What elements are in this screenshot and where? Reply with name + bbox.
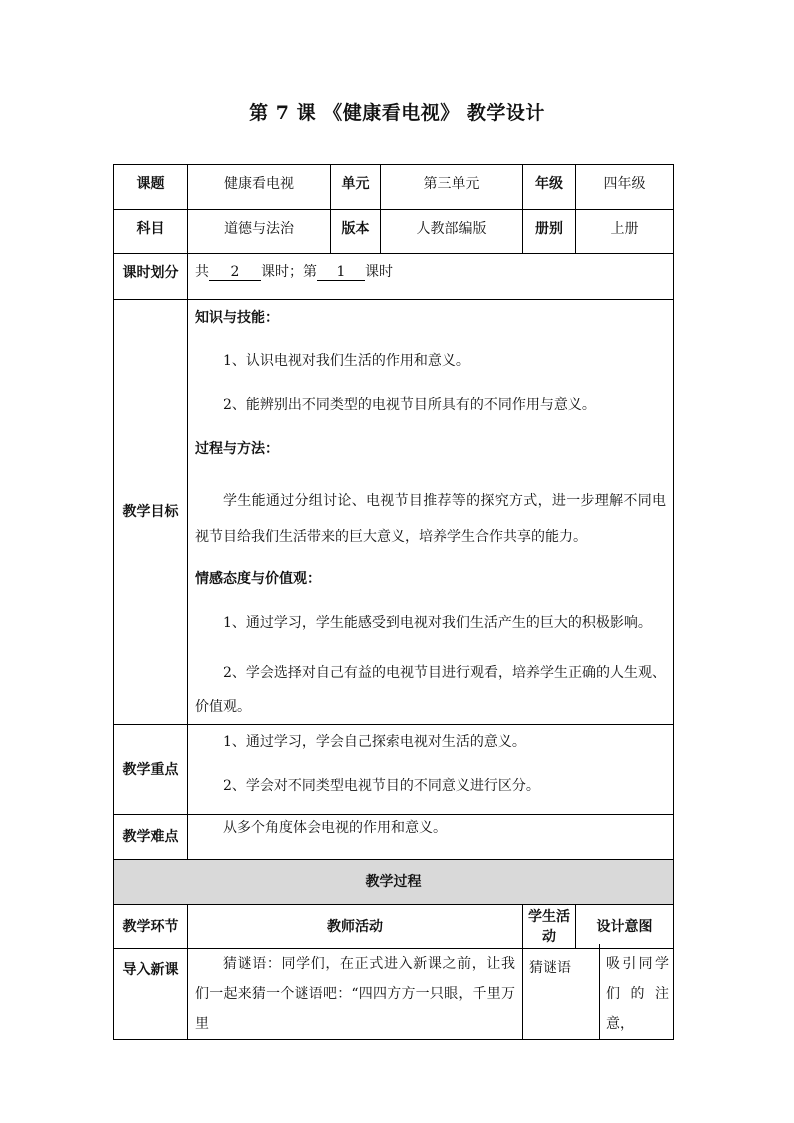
process-rows-table — [113, 944, 674, 1040]
intro-intent: 吸引同学们的注意， — [600, 944, 674, 1040]
info-row-1 — [114, 165, 674, 210]
period-suffix: 课时 — [365, 264, 393, 280]
volume-value: 上册 — [576, 210, 674, 254]
process-header-row — [114, 905, 674, 949]
key-points-row — [114, 725, 674, 815]
unit-label: 单元 — [331, 165, 381, 210]
knowledge-item-2: 2、能辨别出不同类型的电视节目所具有的不同作用与意义。 — [223, 397, 596, 413]
objectives-row — [114, 300, 674, 725]
process-heading: 过程与方法： — [195, 441, 279, 457]
subject-value: 道德与法治 — [188, 210, 331, 254]
objectives-label: 教学目标 — [114, 300, 188, 725]
period-current: 1 — [317, 264, 365, 281]
intro-stage: 导入新课 — [114, 944, 188, 1040]
attitude-item-1: 1、通过学习，学生能感受到电视对我们生活产生的巨大的积极影响。 — [223, 615, 652, 631]
period-label: 课时划分 — [114, 254, 188, 300]
info-row-2 — [114, 210, 674, 254]
period-row — [114, 254, 674, 300]
process-banner: 教学过程 — [114, 860, 674, 905]
key-point-1: 1、通过学习，学会自己探索电视对生活的意义。 — [223, 734, 526, 750]
period-total: 2 — [209, 264, 261, 281]
knowledge-heading: 知识与技能： — [195, 310, 279, 326]
period-mid: 课时；第 — [261, 264, 317, 280]
topic-value: 健康看电视 — [188, 165, 331, 210]
volume-label: 册别 — [523, 210, 576, 254]
process-banner-row — [114, 860, 674, 905]
grade-value: 四年级 — [576, 165, 674, 210]
intro-teacher-text: 猜谜语：同学们，在正式进入新课之前，让我们一起来猜一个谜语吧：“四四方方一只眼，千里万里 — [195, 956, 515, 1032]
intro-student: 猜谜语 — [523, 944, 600, 1040]
difficulty-text: 从多个角度体会电视的作用和意义。 — [223, 820, 447, 836]
attitude-item-2: 2、学会选择对自己有益的电视节目进行观看，培养学生正确的人生观、价值观。 — [195, 665, 666, 715]
lesson-plan-table — [113, 164, 674, 949]
key-points-content — [188, 725, 674, 815]
key-points-label: 教学重点 — [114, 725, 188, 815]
key-point-2: 2、学会对不同类型电视节目的不同意义进行区分。 — [223, 778, 540, 794]
difficulty-content — [188, 815, 674, 860]
process-row-intro — [114, 944, 674, 1040]
objectives-content — [188, 300, 674, 725]
col-teacher-header: 教师活动 — [188, 905, 523, 949]
difficulty-label: 教学难点 — [114, 815, 188, 860]
document-title: 第 7 课 《健康看电视》 教学设计 — [249, 102, 545, 124]
col-student-header: 学生活动 — [523, 905, 576, 949]
knowledge-item-1: 1、认识电视对我们生活的作用和意义。 — [223, 353, 470, 369]
period-prefix: 共 — [195, 264, 209, 280]
attitude-heading: 情感态度与价值观： — [195, 571, 321, 587]
unit-value: 第三单元 — [381, 165, 523, 210]
edition-label: 版本 — [331, 210, 381, 254]
intro-teacher — [188, 944, 523, 1040]
topic-label: 课题 — [114, 165, 188, 210]
grade-label: 年级 — [523, 165, 576, 210]
subject-label: 科目 — [114, 210, 188, 254]
edition-value: 人教部编版 — [381, 210, 523, 254]
process-text: 学生能通过分组讨论、电视节目推荐等的探究方式，进一步理解不同电视节目给我们生活带来的巨大意义，培养学生合作共享的能力。 — [195, 493, 666, 545]
col-stage-header: 教学环节 — [114, 905, 188, 949]
difficulty-row — [114, 815, 674, 860]
period-value — [188, 254, 674, 300]
col-intent-header: 设计意图 — [576, 905, 674, 949]
